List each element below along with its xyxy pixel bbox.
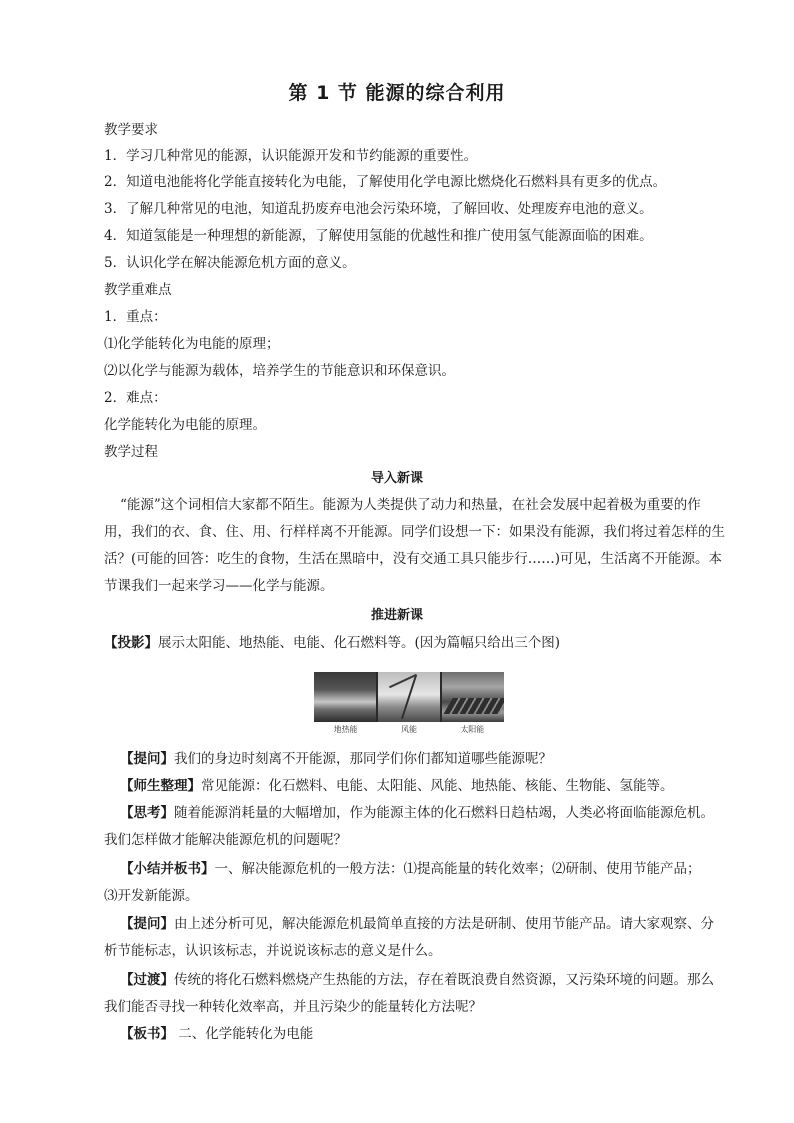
think-line <box>120 803 714 823</box>
question-tag: 【提问】 <box>120 751 174 767</box>
question-text: 我们的身边时刻离不开能源，那同学们你们都知道哪些能源呢？ <box>174 751 552 767</box>
new-lesson-heading: 推进新课 <box>370 608 423 623</box>
projection-tag: 【投影】 <box>104 635 158 651</box>
key-point-item: ⑵以化学与能源为载体，培养学生的节能意识和环保意识。 <box>104 363 455 379</box>
requirement-item: 3．了解几种常见的电池，知道乱扔废弃电池会污染环境，了解回收、处理废弃电池的意义。 <box>104 201 653 217</box>
question-text-2: 由上述分析可见，解决能源危机最简单直接的方法是研制、使用节能产品。请大家观察、分 <box>174 916 714 932</box>
think-text: 随着能源消耗量的大幅增加，作为能源主体的化石燃料日趋枯竭，人类必将面临能源危机。 <box>174 805 714 821</box>
summary-line <box>120 776 714 796</box>
intro-paragraph-line: 活？(可能的回答：吃生的食物，生活在黑暗中，没有交通工具只能步行……)可见，生活离不开能源。本 <box>104 551 723 567</box>
question-line-2 <box>120 914 714 934</box>
transition-tag: 【过渡】 <box>120 972 174 988</box>
board-summary-text: 一、解决能源危机的一般方法：⑴提高能量的转化效率；⑵研制、使用节能产品； <box>214 861 701 877</box>
intro-heading: 导入新课 <box>370 471 423 486</box>
transition-text: 传统的将化石燃料燃烧产生热能的方法，存在着既浪费自然资源，又污染环境的问题。那么 <box>174 972 714 988</box>
intro-paragraph-line: “能源”这个词相信大家都不陌生。能源为人类提供了动力和热量，在社会发展中起着极为重要的作 <box>120 497 701 513</box>
summary-tag: 【师生整理】 <box>120 778 201 794</box>
caption-geothermal: 地热能 <box>333 725 358 734</box>
caption-wind: 风能 <box>400 725 417 734</box>
requirement-item: 4．知道氢能是一种理想的新能源，了解使用氢能的优越性和推广使用氢气能源面临的困难。 <box>104 228 653 244</box>
section-heading-key-difficult: 教学重难点 <box>104 282 172 298</box>
transition-line <box>120 970 714 990</box>
board-line <box>120 1024 714 1044</box>
projection-line <box>104 633 714 653</box>
caption-solar: 太阳能 <box>460 725 485 734</box>
wind-photo <box>378 672 440 722</box>
intro-paragraph-line: 用，我们的衣、食、住、用、行样样离不开能源。同学们设想一下：如果没有能源，我们将过着怎样的生 <box>104 524 725 540</box>
requirement-item: 1．学习几种常见的能源，认识能源开发和节约能源的重要性。 <box>104 148 478 164</box>
transition-line-continued: 我们能否寻找一种转化效率高，并且污染少的能量转化方法呢？ <box>104 999 482 1015</box>
board-text: 二、化学能转化为电能 <box>174 1026 314 1042</box>
section-heading-requirements: 教学要求 <box>104 122 158 138</box>
requirement-item: 2．知道电池能将化学能直接转化为电能，了解使用化学电源比燃烧化石燃料具有更多的优点。 <box>104 174 667 190</box>
summary-text: 常见能源：化石燃料、电能、太阳能、风能、地热能、核能、生物能、氢能等。 <box>201 778 674 794</box>
think-line-continued: 我们怎样做才能解决能源危机的问题呢？ <box>104 832 347 848</box>
intro-paragraph-line: 节课我们一起来学习——化学与能源。 <box>104 578 334 594</box>
board-summary-line <box>120 859 714 879</box>
geothermal-photo <box>314 672 376 722</box>
think-tag: 【思考】 <box>120 805 174 821</box>
key-point-item: ⑴化学能转化为电能的原理； <box>104 336 280 352</box>
requirement-item: 5．认识化学在解决能源危机方面的意义。 <box>104 255 356 271</box>
question-line <box>120 749 714 769</box>
board-summary-tag: 【小结并板书】 <box>120 861 215 877</box>
page-title: 第 1 节 能源的综合利用 <box>288 82 506 104</box>
difficult-point-text: 化学能转化为电能的原理。 <box>104 417 266 433</box>
board-tag: 【板书】 <box>120 1026 174 1042</box>
projection-text: 展示太阳能、地热能、电能、化石燃料等。(因为篇幅只给出三个图) <box>158 635 561 651</box>
figure-captions <box>314 724 504 735</box>
difficult-point-heading: 2．难点： <box>104 390 167 406</box>
solar-photo <box>442 672 504 722</box>
question-line-2-continued: 析节能标志，认识该标志，并说说该标志的意义是什么。 <box>104 943 442 959</box>
energy-photos-figure <box>314 672 504 722</box>
key-point-heading: 1．重点： <box>104 309 167 325</box>
board-summary-line-continued: ⑶开发新能源。 <box>104 888 199 904</box>
section-heading-process: 教学过程 <box>104 444 158 460</box>
question-tag-2: 【提问】 <box>120 916 174 932</box>
